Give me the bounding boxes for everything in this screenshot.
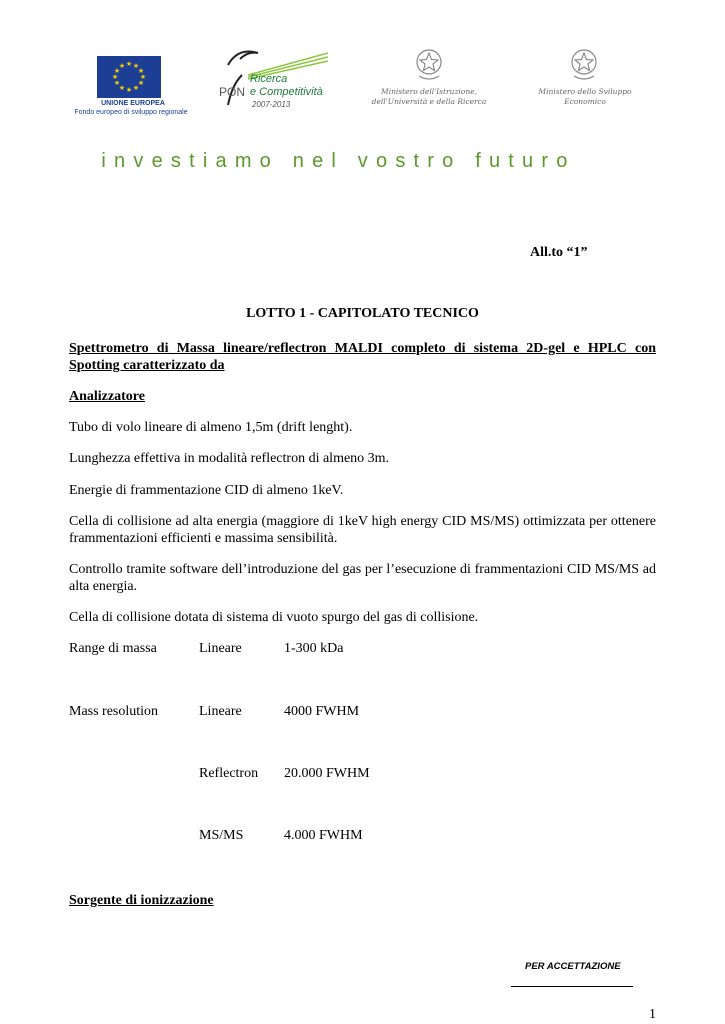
spec-row-value: 4.000 FWHM xyxy=(284,828,363,843)
svg-text:★: ★ xyxy=(111,73,119,81)
product-heading: Spettrometro di Massa lineare/reflectron MALDI completo di sistema 2D-gel e HPLC con Spotting caratterizzato da xyxy=(69,341,656,373)
eu-subtitle: Fondo europeo di sviluppo regionale xyxy=(74,109,188,116)
spec-row-value: 1-300 kDa xyxy=(284,641,344,656)
pon-word: PON xyxy=(219,85,246,99)
svg-text:★: ★ xyxy=(125,60,133,68)
spec-paragraph: Energie di frammentazione CID di almeno 1keV. xyxy=(69,483,344,498)
signature-line xyxy=(511,986,633,987)
spec-row-label: Mass resolution xyxy=(69,704,159,719)
svg-text:★: ★ xyxy=(132,62,140,70)
svg-text:★: ★ xyxy=(137,79,145,87)
spec-row-mode: Lineare xyxy=(199,641,242,656)
svg-text:★: ★ xyxy=(118,62,126,70)
spec-paragraph: Cella di collisione ad alta energia (maggiore di 1keV high energy CID MS/MS) ottimizzata per ottenere frammentazioni efficienti e massima sensibilità. xyxy=(69,514,656,546)
svg-text:★: ★ xyxy=(113,79,121,87)
spec-paragraph: Lunghezza effettiva in modalità reflectron di almeno 3m. xyxy=(69,451,390,466)
spec-row-value: 4000 FWHM xyxy=(284,704,360,719)
spec-paragraph: Controllo tramite software dell’introduzione del gas per l’esecuzione di frammentazioni CID MS/MS ad alta energia. xyxy=(69,562,656,594)
spec-row-label: Range di massa xyxy=(69,641,157,656)
section-source: Sorgente di ionizzazione xyxy=(69,893,214,908)
svg-text:★: ★ xyxy=(139,73,147,81)
lot-title: LOTTO 1 - CAPITOLATO TECNICO xyxy=(246,306,479,321)
ministry-mise: Ministero dello Sviluppo Economico xyxy=(538,87,632,106)
page-number: 1 xyxy=(649,1007,656,1022)
italian-republic-emblem-icon xyxy=(568,44,600,84)
spec-row-value: 20.000 FWHM xyxy=(284,766,370,781)
pon-years: 2007-2013 xyxy=(252,100,291,109)
spec-row-mode: Reflectron xyxy=(199,766,259,781)
attachment-label: All.to “1” xyxy=(530,245,588,260)
section-analyzer: Analizzatore xyxy=(69,389,145,404)
spec-paragraph: Cella di collisione dotata di sistema di vuoto spurgo del gas di collisione. xyxy=(69,610,479,625)
eu-stars-icon xyxy=(97,56,161,98)
acceptance-label: PER ACCETTAZIONE xyxy=(525,961,621,972)
spec-row-mode: MS/MS xyxy=(199,828,244,843)
italian-republic-emblem-icon xyxy=(413,44,445,84)
svg-text:★: ★ xyxy=(125,86,133,94)
eu-title: UNIONE EUROPEA xyxy=(101,100,165,107)
spec-row-mode: Lineare xyxy=(199,704,242,719)
slogan: investiamo nel vostro futuro xyxy=(101,150,576,172)
eu-flag-logo xyxy=(97,56,161,98)
spec-paragraph: Tubo di volo lineare di almeno 1,5m (drift lenght). xyxy=(69,420,353,435)
svg-text:★: ★ xyxy=(132,84,140,92)
svg-text:★: ★ xyxy=(118,84,126,92)
pon-line-2: e Competitività xyxy=(250,86,323,98)
pon-line-1: Ricerca xyxy=(250,73,288,85)
svg-text:★: ★ xyxy=(113,67,121,75)
svg-text:★: ★ xyxy=(137,67,145,75)
ministry-miur: Ministero dell'Istruzione, dell'Università e della Ricerca xyxy=(371,87,487,106)
